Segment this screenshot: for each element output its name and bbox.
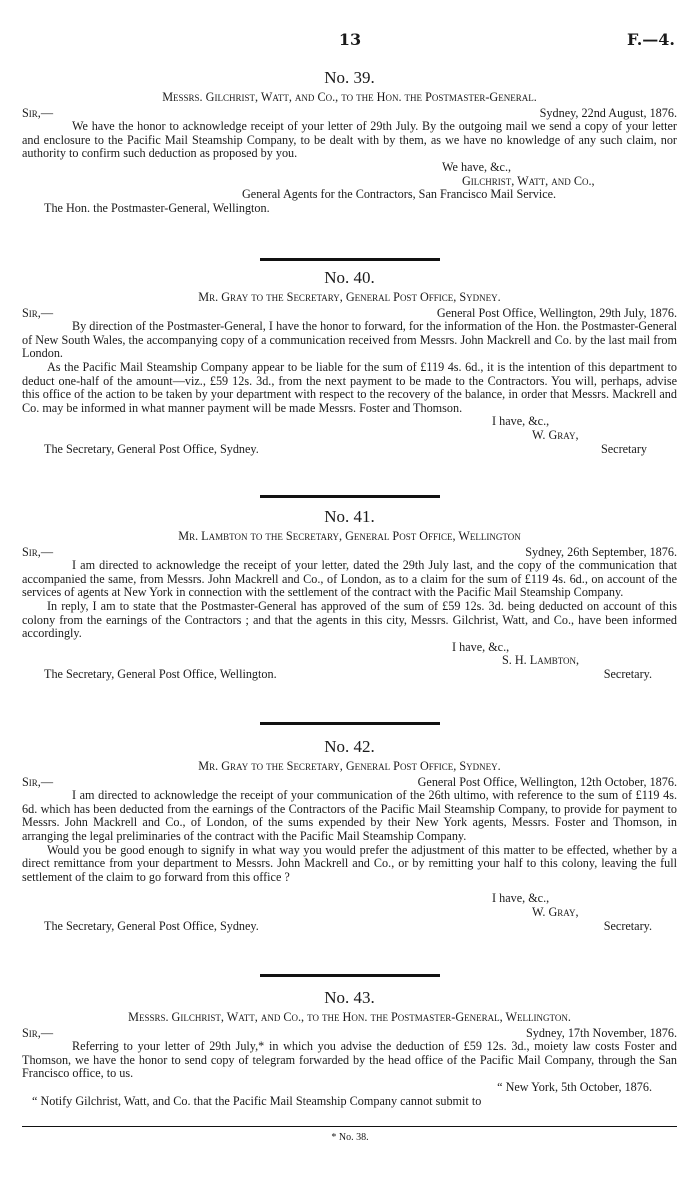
- addressee: The Secretary, General Post Office, Sydney.: [44, 918, 259, 933]
- letter-39: [22, 68, 677, 215]
- addressee-row: [22, 920, 677, 934]
- salutation-row: [22, 307, 677, 321]
- signature: W. Gray,: [532, 427, 579, 442]
- letter-title: No. 41.: [324, 507, 375, 526]
- signature-title: Secretary.: [603, 918, 652, 933]
- salutation-row: [22, 1027, 677, 1041]
- salutation: Sir,—: [22, 544, 54, 559]
- letter-42: [22, 737, 677, 933]
- closing: I have, &c.,: [452, 639, 510, 654]
- letter-title: No. 40.: [324, 268, 375, 287]
- addressee: The Secretary, General Post Office, Wellington.: [44, 666, 277, 681]
- salutation-row: [22, 776, 677, 790]
- salutation: Sir,—: [22, 774, 54, 789]
- salutation: Sir,—: [22, 105, 54, 120]
- paragraph: We have the honor to acknowledge receipt of your letter of 29th July. By the outgoing mail we send a copy of your letter and enclosure to the Pacific Mail Steamship Company, to be dealt with by them, as we have no knowledge of any such claim, nor authority to confirm such deduction as proposed by you.: [22, 119, 677, 161]
- paragraph: I am directed to acknowledge the receipt of your communication of the 26th ultimo, with reference to the sum of £119 4s. 6d. which has been deducted from the earnings of the Contractors of the Pacific Mail Steamship Company, to provide for payment to Messrs. John Mackrell and Co., of London, of the sums expended by their New York agents, Messrs. Foster and Thomson, in arranging the legal preliminaries of the contract with the Pacific Mail Steamship Company.: [22, 788, 677, 843]
- paragraph: Would you be good enough to signify in what way you would prefer the adjustment of this matter to be effected, whether by a direct remittance from your department to Messrs. John Mackrell and Co., or by remitting your half to this colony, leaving the full settlement of the claim to go forward from this office ?: [22, 842, 677, 884]
- paper-code: F.—4.: [626, 30, 675, 49]
- salutation-row: [22, 107, 677, 121]
- letter-heading: Messrs. Gilchrist, Watt, and Co., to the Hon. the Postmaster-General, Wellington.: [128, 1010, 571, 1024]
- salutation: Sir,—: [22, 305, 54, 320]
- signature: Gilchrist, Watt, and Co.,: [462, 173, 595, 188]
- closing: I have, &c.,: [492, 414, 550, 429]
- paragraph: Referring to your letter of 29th July,* in which you advise the deduction of £59 12s. 3d., moiety law costs Foster and Thomson, we have the honor to send copy of telegram forwarded by the head office of the Pacific Mail Company, through the San Francisco office, to us.: [22, 1039, 677, 1081]
- salutation: Sir,—: [22, 1025, 54, 1040]
- addressee-row: [22, 668, 677, 682]
- telegram-text: “ Notify Gilchrist, Watt, and Co. that the Pacific Mail Steamship Company cannot submit to: [32, 1093, 482, 1108]
- paragraph: By direction of the Postmaster-General, I have the honor to forward, for the information of the Hon. the Postmaster-General of New South Wales, the accompanying copy of a communication received from Messrs. John Mackrell and Co. by the last mail from London.: [22, 319, 677, 361]
- place-date: Sydney, 17th November, 1876.: [525, 1025, 677, 1040]
- letter-43: [22, 988, 677, 1108]
- signature-title: Secretary.: [603, 666, 652, 681]
- letter-title: No. 39.: [324, 68, 375, 87]
- addressee: The Hon. the Postmaster-General, Wellington.: [44, 200, 270, 215]
- place-date: Sydney, 26th September, 1876.: [525, 544, 677, 559]
- footnote-rule: [22, 1126, 677, 1127]
- letter-heading: Mr. Lambton to the Secretary, General Post Office, Wellington: [178, 529, 521, 543]
- signature-title: General Agents for the Contractors, San Francisco Mail Service.: [242, 187, 557, 202]
- section-divider: [260, 974, 440, 977]
- section-divider: [260, 258, 440, 261]
- closing: I have, &c.,: [492, 891, 550, 906]
- letter-40: [22, 268, 677, 456]
- letter-41: [22, 507, 677, 682]
- paragraph: As the Pacific Mail Steamship Company appear to be liable for the sum of £119 4s. 6d., it is the intention of this department to deduct one-half of the amount—viz., £59 12s. 3d., from the next payment to be made to the Contractors. You will, perhaps, advise this office of the action to be taken by your department with respect to the recovery of the balance, in order that Messrs. Mackrell and Co. may be informed in what manner payment will be made Messrs. Foster and Thomson.: [22, 359, 677, 415]
- place-date: General Post Office, Wellington, 29th July, 1876.: [436, 305, 677, 320]
- letter-heading: Mr. Gray to the Secretary, General Post Office, Sydney.: [198, 290, 501, 304]
- salutation-row: [22, 546, 677, 560]
- letter-heading: Messrs. Gilchrist, Watt, and Co., to the Hon. the Postmaster-General.: [162, 90, 537, 104]
- footnote: * No. 38.: [331, 1132, 369, 1143]
- letter-heading: Mr. Gray to the Secretary, General Post Office, Sydney.: [198, 759, 501, 773]
- place-date: Sydney, 22nd August, 1876.: [539, 105, 677, 120]
- section-divider: [260, 495, 440, 498]
- closing: We have, &c.,: [442, 159, 512, 174]
- paragraph: I am directed to acknowledge the receipt of your letter, dated the 29th July last, and the copy of the communication that accompanied the same, from Messrs. John Mackrell and Co., of London, as to a claim for the sum of £119 4s. 6d., on account of the services of agents at New York in connection with the settlement of the contract with the Pacific Mail Steamship Company.: [22, 558, 677, 600]
- page-number: 13: [338, 30, 362, 49]
- section-divider: [260, 722, 440, 725]
- letter-title: No. 42.: [324, 737, 375, 756]
- addressee-row: [22, 443, 677, 457]
- telegram-date: “ New York, 5th October, 1876.: [497, 1079, 652, 1094]
- letter-title: No. 43.: [324, 988, 375, 1007]
- place-date: General Post Office, Wellington, 12th October, 1876.: [417, 774, 677, 789]
- paragraph: In reply, I am to state that the Postmaster-General has approved of the sum of £59 12s. 3d. being deducted on account of this colony from the earnings of the Contractors ; and that the agents in this city, Messrs. Gilchrist, Watt, and Co., have been informed accordingly.: [22, 598, 677, 641]
- signature-title: Secretary: [600, 441, 647, 456]
- signature: W. Gray,: [532, 904, 579, 919]
- addressee: The Secretary, General Post Office, Sydney.: [44, 441, 259, 456]
- signature: S. H. Lambton,: [502, 653, 580, 668]
